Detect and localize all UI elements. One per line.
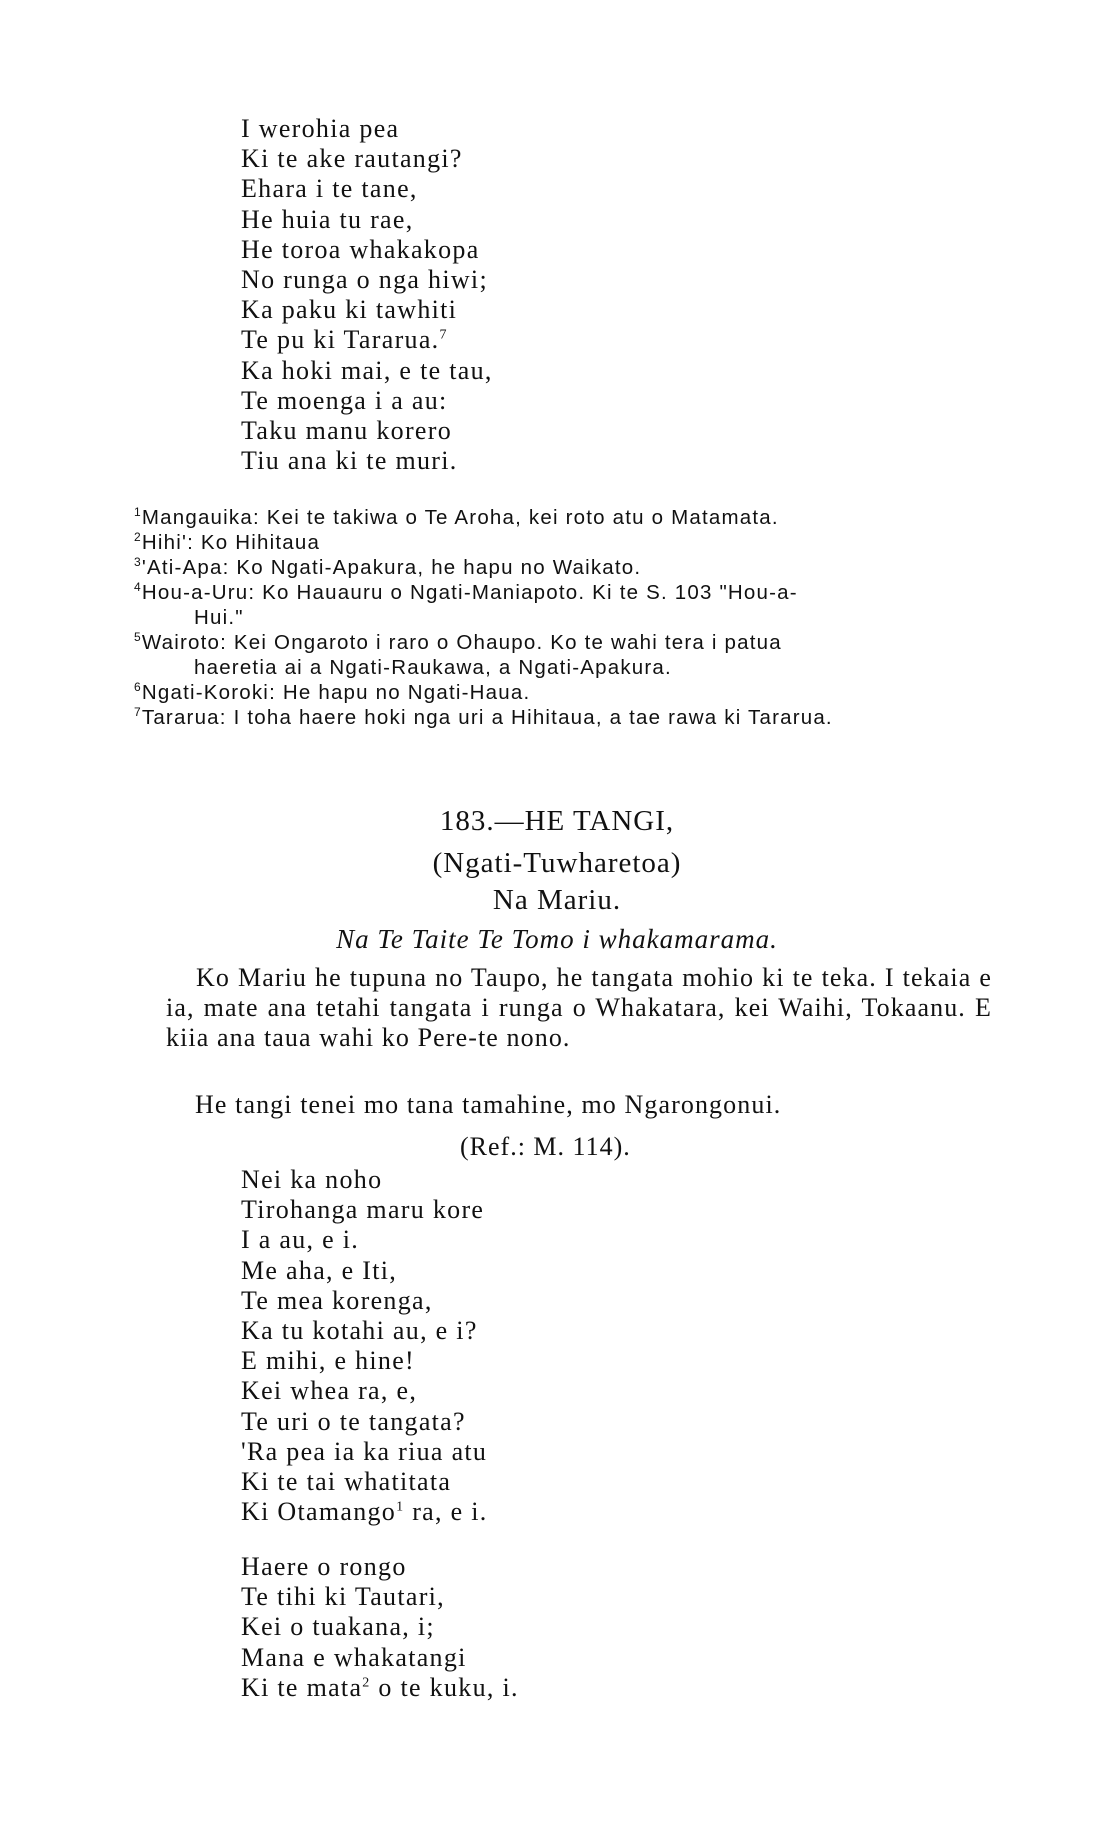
footnote-continuation: Hui." [194,606,244,629]
footnote-continuation: haeretia ai a Ngati-Raukawa, a Ngati-Apakura. [194,656,672,679]
dedication-paragraph: He tangi tenei mo tana tamahine, mo Ngarongonui. [195,1090,782,1119]
poem-line: Te uri o te tangata? [241,1406,466,1436]
section-title: 183.—HE TANGI, [439,805,675,837]
poem-line: Nei ka noho [241,1165,383,1194]
footnote-text: Wairoto: Kei Ongaroto i raro o Ohaupo. Ko te wahi tera i patua [141,631,782,654]
poem-line-with-footnote [241,1673,519,1703]
poem-line-with-footnote [241,1497,488,1527]
poem-line: Ehara i te tane, [241,174,418,204]
footnote [134,680,994,705]
section-explanation: Na Te Taite Te Tomo i whakamarama. [336,924,778,954]
footnote-mark: 7 [439,327,448,343]
reference: (Ref.: M. 114). [460,1132,631,1161]
footnote-mark: 1 [396,1499,405,1515]
poem-line: Kei o tuakana, i; [241,1612,435,1642]
footnote-number: 1 [134,505,142,520]
poem-line: Ka hoki mai, e te tau, [241,355,493,385]
footnote-number: 5 [134,630,142,645]
footnote-text: Hou-a-Uru: Ko Hauauru o Ngati-Maniapoto. Ki te S. 103 "Hou-a- [141,581,798,604]
footnote [134,505,994,530]
footnote [134,630,994,655]
footnote-text: Hihi': Ko Hihitaua [141,531,321,554]
footnote-mark: 2 [362,1675,371,1691]
poem-line: Ki te tai whatitata [241,1466,452,1496]
poem-line: Tiu ana ki te muri. [241,446,458,476]
poem-line: E mihi, e hine! [241,1346,416,1376]
poem-line: Ka tu kotahi au, e i? [241,1315,478,1345]
footnotes [134,505,994,730]
poem-line: Te tihi ki Tautari, [241,1582,445,1612]
poem-line: I werohia pea [241,114,400,143]
poem-line: Kei whea ra, e, [241,1376,418,1406]
footnote-text: Tararua: I toha haere hoki nga uri a Hihitaua, a tae rawa ki Tararua. [141,706,833,729]
footnote-text: Ngati-Koroki: He hapu no Ngati-Haua. [141,681,531,704]
poem-line: Mana e whakatangi [241,1642,467,1672]
poem-line: Ka paku ki tawhiti [241,295,458,325]
poem-line-text: Ki Otamango [241,1497,397,1527]
footnote [134,705,994,730]
poem-line: Te moenga i a au: [241,385,448,415]
poem-line: I a au, e i. [241,1225,360,1255]
intro-paragraph: Ko Mariu he tupuna no Taupo, he tangata mohio ki te teka. I tekaia e ia, mate ana tetahi tangata i runga o Whakatara, kei Waihi, Tokaanu. E kiia ana taua wahi ko Pere-te nono. [166,963,992,1052]
poem-line: Tirohanga maru kore [241,1195,485,1225]
poem-line-text: o te kuku, i. [370,1672,519,1702]
poem-line-text: Ki te mata [241,1672,363,1702]
footnote-text: 'Ati-Apa: Ko Ngati-Apakura, he hapu no Waikato. [141,556,642,579]
poem-line: Taku manu korero [241,415,453,445]
poem-stanza-2 [241,1552,519,1703]
footnote-text: Mangauika: Kei te takiwa o Te Aroha, kei roto atu o Matamata. [141,506,779,529]
poem-line: He huia tu rae, [241,204,414,234]
footnote-number: 2 [134,530,142,545]
section-author: Na Mariu. [492,884,622,916]
poem-line: Te mea korenga, [241,1285,433,1315]
poem-line: Haere o rongo [241,1552,407,1581]
footnote [134,555,994,580]
poem-line: Ki te ake rautangi? [241,144,463,174]
section-tribe: (Ngati-Tuwharetoa) [432,847,682,879]
footnote-number: 7 [134,705,142,720]
footnote-number: 6 [134,680,142,695]
footnote-number: 3 [134,555,142,570]
poem-line-with-footnote [241,325,493,355]
poem-line-text: ra, e i. [404,1497,488,1527]
poem-top [241,114,493,476]
footnote [134,530,994,555]
poem-line-text: Te pu ki Tararua. [241,325,440,355]
poem-line: No runga o nga hiwi; [241,264,488,294]
footnote-number: 4 [134,580,142,595]
footnote [134,580,994,605]
poem-line: He toroa whakakopa [241,234,480,264]
poem-line: Me aha, e Iti, [241,1255,398,1285]
poem-stanza-1 [241,1165,488,1527]
poem-line: 'Ra pea ia ka riua atu [241,1436,488,1466]
